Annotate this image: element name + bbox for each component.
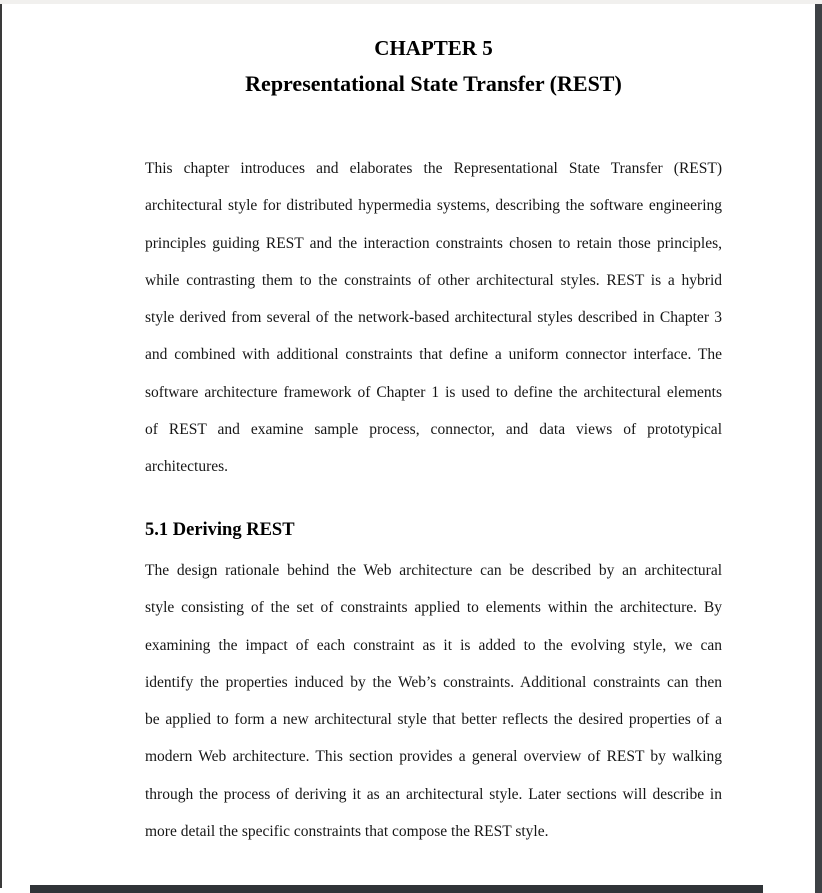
page-left-border	[0, 3, 2, 888]
window-bottom-edge	[30, 885, 763, 893]
text-line: This chapter introduces and elaborates the Representational State Transfer (REST)	[145, 160, 722, 177]
paragraph-deriving-rest	[145, 552, 722, 850]
text-line: examining the impact of each constraint as it is added to the evolving style, we can	[145, 636, 722, 654]
text-line: style derived from several of the network-based architectural styles described in Chapter 3	[145, 309, 722, 327]
text-line: identify the properties induced by the Web’s constraints. Additional constraints can then	[145, 673, 722, 691]
text-line: architectures.	[145, 458, 229, 476]
text-line: of REST and examine sample process, connector, and data views of prototypical	[145, 421, 722, 439]
document-page	[2, 4, 815, 893]
section-heading-5-1: 5.1 Deriving REST	[145, 520, 295, 540]
text-line: be applied to form a new architectural style that better reflects the desired properties of a	[145, 711, 722, 729]
chapter-title-heading: Representational State Transfer (REST)	[245, 71, 622, 96]
text-line: principles guiding REST and the interaction constraints chosen to retain those principles,	[145, 234, 722, 252]
viewer-right-edge	[815, 3, 822, 893]
text-line: and combined with additional constraints that define a uniform connector interface. The	[145, 346, 722, 364]
text-line: software architecture framework of Chapter 1 is used to define the architectural elements	[145, 383, 722, 401]
paragraph-intro	[145, 150, 722, 486]
viewer-top-edge	[0, 0, 822, 4]
text-line: style consisting of the set of constraints applied to elements within the architecture. By	[145, 599, 722, 617]
chapter-number-heading: CHAPTER 5	[374, 36, 493, 60]
text-line: while contrasting them to the constraints of other architectural styles. REST is a hybrid	[145, 271, 722, 289]
text-line: more detail the specific constraints that compose the REST style.	[145, 823, 549, 841]
chapter-heading-block	[145, 35, 722, 97]
text-line: architectural style for distributed hypermedia systems, describing the software engineering	[145, 197, 722, 215]
text-line: through the process of deriving it as an architectural style. Later sections will describe in	[145, 785, 722, 803]
text-line: modern Web architecture. This section provides a general overview of REST by walking	[145, 748, 722, 766]
text-line: The design rationale behind the Web architecture can be described by an architectural	[145, 562, 722, 579]
